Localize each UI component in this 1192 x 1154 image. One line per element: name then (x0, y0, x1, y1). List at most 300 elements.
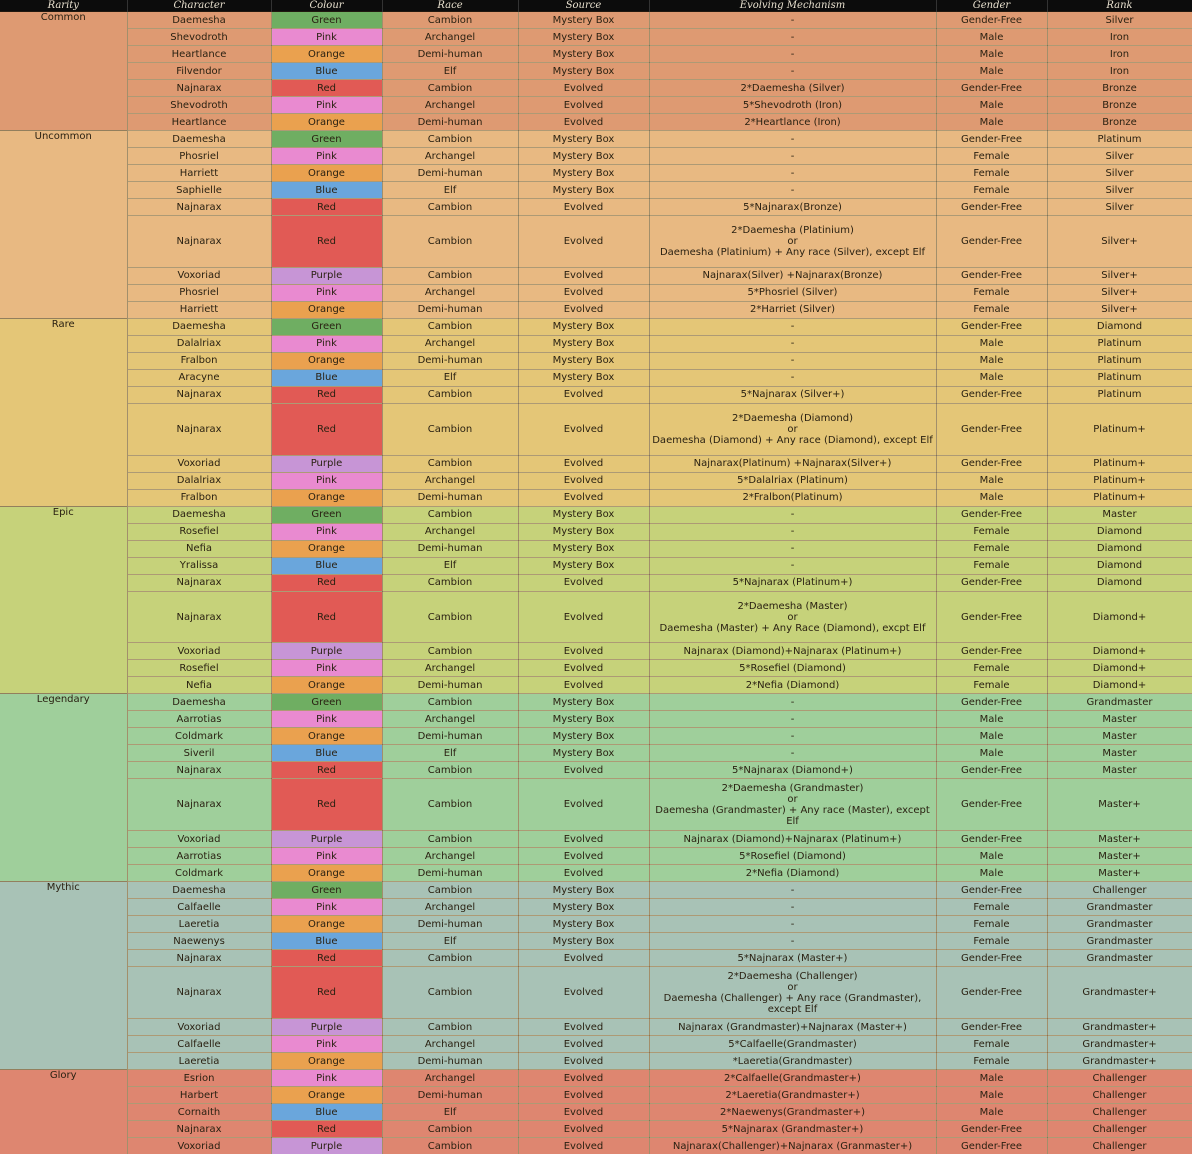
gender-cell: Gender-Free (936, 267, 1047, 284)
source-cell: Evolved (518, 97, 649, 114)
race-cell: Archangel (382, 335, 518, 352)
colour-cell: Red (271, 967, 382, 1019)
source-cell: Evolved (518, 865, 649, 882)
colour-cell: Pink (271, 472, 382, 489)
source-cell: Mystery Box (518, 745, 649, 762)
colour-cell: Orange (271, 301, 382, 318)
mechanism-line: Najnarax (Diamond)+Najnarax (Platinum+) (683, 645, 902, 657)
rarity-cell: Epic (0, 506, 127, 523)
rank-cell: Iron (1047, 63, 1192, 80)
character-cell: Rosefiel (127, 660, 271, 677)
rarity-cell (0, 1138, 127, 1154)
rank-cell: Platinum (1047, 352, 1192, 369)
race-cell: Cambion (382, 131, 518, 148)
table-row (0, 182, 1192, 199)
mechanism-line: 2*Daemesha (Grandmaster) (721, 782, 864, 794)
rarity-cell: Common (0, 12, 127, 29)
rank-cell: Master (1047, 762, 1192, 779)
mechanism-line: - (790, 167, 795, 179)
mechanism-cell (649, 523, 936, 540)
race-cell: Elf (382, 182, 518, 199)
mechanism-cell (649, 182, 936, 199)
colour-cell: Purple (271, 1138, 382, 1154)
rarity-cell (0, 148, 127, 165)
colour-cell: Red (271, 80, 382, 97)
table-row (0, 267, 1192, 284)
table-row (0, 523, 1192, 540)
mechanism-line: 5*Najnarax (Grandmaster+) (721, 1123, 864, 1135)
source-cell: Mystery Box (518, 728, 649, 745)
table-body (0, 12, 1192, 1154)
gender-cell: Female (936, 523, 1047, 540)
table-row (0, 762, 1192, 779)
character-cell: Laeretia (127, 916, 271, 933)
gender-cell: Female (936, 557, 1047, 574)
source-cell: Evolved (518, 1070, 649, 1087)
table-row (0, 455, 1192, 472)
rank-cell: Challenger (1047, 1138, 1192, 1154)
rank-cell: Platinum+ (1047, 489, 1192, 506)
mechanism-line: - (790, 713, 795, 725)
gender-cell: Male (936, 728, 1047, 745)
source-cell: Evolved (518, 267, 649, 284)
rank-cell: Platinum+ (1047, 403, 1192, 455)
mechanism-line: 2*Daemesha (Silver) (740, 82, 845, 94)
race-cell: Archangel (382, 711, 518, 728)
header-race[interactable]: Race (382, 0, 518, 12)
source-cell: Evolved (518, 403, 649, 455)
mechanism-cell (649, 950, 936, 967)
mechanism-cell (649, 557, 936, 574)
table-row (0, 97, 1192, 114)
mechanism-line: - (790, 730, 795, 742)
source-cell: Mystery Box (518, 557, 649, 574)
mechanism-line: 5*Shevodroth (Iron) (742, 99, 843, 111)
character-cell: Voxoriad (127, 267, 271, 284)
rank-cell: Challenger (1047, 1121, 1192, 1138)
race-cell: Cambion (382, 216, 518, 268)
table-row (0, 165, 1192, 182)
mechanism-line: 2*Nefia (Diamond) (745, 867, 840, 879)
colour-cell: Blue (271, 557, 382, 574)
rarity-cell (0, 643, 127, 660)
character-cell: Laeretia (127, 1053, 271, 1070)
mechanism-line: 5*Phosriel (Silver) (747, 287, 838, 299)
mechanism-line: or (787, 235, 798, 247)
mechanism-cell (649, 865, 936, 882)
colour-cell: Blue (271, 933, 382, 950)
race-cell: Cambion (382, 267, 518, 284)
source-cell: Mystery Box (518, 165, 649, 182)
gender-cell: Female (936, 660, 1047, 677)
table-row (0, 301, 1192, 318)
character-cell: Voxoriad (127, 455, 271, 472)
table-row (0, 1070, 1192, 1087)
table-row (0, 489, 1192, 506)
rank-cell: Platinum (1047, 131, 1192, 148)
rank-cell: Bronze (1047, 114, 1192, 131)
race-cell: Archangel (382, 523, 518, 540)
race-cell: Archangel (382, 660, 518, 677)
character-cell: Calfaelle (127, 1036, 271, 1053)
table-row (0, 131, 1192, 148)
race-cell: Demi-human (382, 489, 518, 506)
source-cell: Mystery Box (518, 46, 649, 63)
gender-cell: Gender-Free (936, 967, 1047, 1019)
rarity-cell (0, 967, 127, 1019)
header-character[interactable]: Character (127, 0, 271, 12)
race-cell: Archangel (382, 29, 518, 46)
rank-cell: Silver (1047, 199, 1192, 216)
mechanism-line: 5*Najnarax(Bronze) (743, 201, 842, 213)
gender-cell: Male (936, 46, 1047, 63)
source-cell: Evolved (518, 677, 649, 694)
rarity-cell (0, 199, 127, 216)
rank-cell: Platinum (1047, 335, 1192, 352)
mechanism-cell (649, 63, 936, 80)
source-cell: Evolved (518, 489, 649, 506)
colour-cell: Purple (271, 643, 382, 660)
rarity-cell (0, 97, 127, 114)
rarity-cell (0, 1087, 127, 1104)
source-cell: Evolved (518, 591, 649, 643)
header-source[interactable]: Source (518, 0, 649, 12)
race-cell: Cambion (382, 1138, 518, 1154)
character-cell: Harriett (127, 165, 271, 182)
source-cell: Mystery Box (518, 882, 649, 899)
rarity-cell (0, 660, 127, 677)
colour-cell: Pink (271, 711, 382, 728)
race-cell: Demi-human (382, 865, 518, 882)
source-cell: Evolved (518, 643, 649, 660)
source-cell: Evolved (518, 1104, 649, 1121)
rank-cell: Iron (1047, 29, 1192, 46)
rarity-cell (0, 80, 127, 97)
rarity-cell: Glory (0, 1070, 127, 1087)
source-cell: Evolved (518, 216, 649, 268)
table-row (0, 916, 1192, 933)
mechanism-line: 5*Dalalriax (Platinum) (737, 475, 848, 487)
mechanism-line: - (790, 355, 795, 367)
table-row (0, 472, 1192, 489)
mechanism-cell (649, 899, 936, 916)
mechanism-cell (649, 301, 936, 318)
source-cell: Evolved (518, 762, 649, 779)
mechanism-line: 2*Heartlance (Iron) (744, 116, 841, 128)
source-cell: Mystery Box (518, 63, 649, 80)
mechanism-cell (649, 660, 936, 677)
rarity-cell (0, 386, 127, 403)
gender-cell: Gender-Free (936, 574, 1047, 591)
rarity-cell (0, 1036, 127, 1053)
character-cell: Daemesha (127, 12, 271, 29)
gender-cell: Female (936, 677, 1047, 694)
character-cell: Aarrotias (127, 848, 271, 865)
mechanism-line: 2*Laeretia(Grandmaster+) (725, 1089, 860, 1101)
mechanism-cell (649, 1070, 936, 1087)
table-row (0, 284, 1192, 301)
race-cell: Archangel (382, 148, 518, 165)
source-cell: Evolved (518, 1138, 649, 1154)
source-cell: Mystery Box (518, 148, 649, 165)
colour-cell: Orange (271, 728, 382, 745)
colour-cell: Orange (271, 865, 382, 882)
mechanism-line: - (790, 372, 795, 384)
race-cell: Cambion (382, 779, 518, 831)
colour-cell: Blue (271, 1104, 382, 1121)
mechanism-line: - (790, 747, 795, 759)
mechanism-line: 2*Naewenys(Grandmaster+) (719, 1106, 866, 1118)
gender-cell: Male (936, 711, 1047, 728)
table-row (0, 46, 1192, 63)
mechanism-line: - (790, 526, 795, 538)
mechanism-cell (649, 1036, 936, 1053)
source-cell: Evolved (518, 1053, 649, 1070)
mechanism-line: 2*Fralbon(Platinum) (742, 492, 843, 504)
mechanism-cell (649, 933, 936, 950)
mechanism-cell (649, 97, 936, 114)
rarity-cell (0, 165, 127, 182)
mechanism-cell (649, 352, 936, 369)
table-row (0, 574, 1192, 591)
character-cell: Siveril (127, 745, 271, 762)
gender-cell: Gender-Free (936, 831, 1047, 848)
mechanism-cell (649, 148, 936, 165)
rank-cell: Master+ (1047, 831, 1192, 848)
mechanism-line: Najnarax (Grandmaster)+Najnarax (Master+) (678, 1021, 907, 1033)
source-cell: Evolved (518, 386, 649, 403)
gender-cell: Gender-Free (936, 882, 1047, 899)
mechanism-cell (649, 131, 936, 148)
character-cell: Shevodroth (127, 29, 271, 46)
rarity-cell (0, 916, 127, 933)
gender-cell: Female (936, 148, 1047, 165)
source-cell: Mystery Box (518, 694, 649, 711)
character-cell: Fralbon (127, 352, 271, 369)
rank-cell: Silver (1047, 182, 1192, 199)
source-cell: Evolved (518, 1036, 649, 1053)
race-cell: Cambion (382, 643, 518, 660)
colour-cell: Blue (271, 182, 382, 199)
rank-cell: Master+ (1047, 865, 1192, 882)
colour-cell: Pink (271, 284, 382, 301)
race-cell: Archangel (382, 97, 518, 114)
mechanism-line: - (790, 133, 795, 145)
mechanism-line: - (790, 918, 795, 930)
mechanism-line: Daemesha (Platinium) + Any race (Silver), except Elf (659, 246, 926, 258)
mechanism-line: - (790, 935, 795, 947)
header-colour[interactable]: Colour (271, 0, 382, 12)
table-row (0, 643, 1192, 660)
gender-cell: Male (936, 63, 1047, 80)
character-cell: Voxoriad (127, 831, 271, 848)
mechanism-line: or (787, 981, 798, 993)
race-cell: Elf (382, 933, 518, 950)
header-rarity[interactable]: Rarity (0, 0, 127, 12)
rarity-cell: Uncommon (0, 131, 127, 148)
gender-cell: Male (936, 745, 1047, 762)
table-row (0, 80, 1192, 97)
mechanism-cell (649, 694, 936, 711)
mechanism-line: - (790, 338, 795, 350)
gender-cell: Gender-Free (936, 643, 1047, 660)
mechanism-cell (649, 1138, 936, 1154)
mechanism-cell (649, 591, 936, 643)
race-cell: Cambion (382, 762, 518, 779)
rank-cell: Bronze (1047, 80, 1192, 97)
rarity-cell (0, 745, 127, 762)
mechanism-line: Daemesha (Diamond) + Any race (Diamond), except Elf (652, 434, 933, 446)
source-cell: Evolved (518, 301, 649, 318)
rarity-cell (0, 933, 127, 950)
rank-cell: Silver (1047, 148, 1192, 165)
gender-cell: Gender-Free (936, 1138, 1047, 1154)
mechanism-cell (649, 114, 936, 131)
mechanism-line: or (787, 793, 798, 805)
mechanism-cell (649, 831, 936, 848)
rarity-cell (0, 455, 127, 472)
table-row (0, 114, 1192, 131)
gender-cell: Gender-Free (936, 506, 1047, 523)
mechanism-cell (649, 12, 936, 29)
character-cell: Rosefiel (127, 523, 271, 540)
rarity-cell: Legendary (0, 694, 127, 711)
header-rank[interactable]: Rank (1047, 0, 1192, 12)
rank-cell: Master (1047, 728, 1192, 745)
mechanism-cell (649, 318, 936, 335)
source-cell: Mystery Box (518, 933, 649, 950)
rank-cell: Silver+ (1047, 284, 1192, 301)
header-evolving-mechanism[interactable]: Evolving Mechanism (649, 0, 936, 12)
source-cell: Mystery Box (518, 182, 649, 199)
gender-cell: Gender-Free (936, 950, 1047, 967)
mechanism-line: Najnarax(Platinum) +Najnarax(Silver+) (693, 458, 892, 470)
source-cell: Evolved (518, 1121, 649, 1138)
table-row (0, 352, 1192, 369)
gender-cell: Female (936, 933, 1047, 950)
gender-cell: Male (936, 865, 1047, 882)
colour-cell: Purple (271, 455, 382, 472)
race-cell: Archangel (382, 1070, 518, 1087)
colour-cell: Red (271, 762, 382, 779)
mechanism-cell (649, 882, 936, 899)
character-cell: Shevodroth (127, 97, 271, 114)
gender-cell: Gender-Free (936, 1121, 1047, 1138)
character-cell: Yralissa (127, 557, 271, 574)
colour-cell: Blue (271, 63, 382, 80)
table-row (0, 318, 1192, 335)
gender-cell: Gender-Free (936, 403, 1047, 455)
source-cell: Evolved (518, 831, 649, 848)
mechanism-line: 5*Najnarax (Diamond+) (732, 764, 853, 776)
colour-cell: Orange (271, 46, 382, 63)
mechanism-cell (649, 762, 936, 779)
mechanism-cell (649, 1121, 936, 1138)
race-cell: Cambion (382, 591, 518, 643)
mechanism-cell (649, 46, 936, 63)
race-cell: Cambion (382, 967, 518, 1019)
mechanism-cell (649, 369, 936, 386)
rarity-cell (0, 63, 127, 80)
race-cell: Elf (382, 63, 518, 80)
race-cell: Cambion (382, 950, 518, 967)
character-cell: Najnarax (127, 762, 271, 779)
source-cell: Evolved (518, 1087, 649, 1104)
mechanism-cell (649, 745, 936, 762)
rarity-cell (0, 762, 127, 779)
mechanism-cell (649, 335, 936, 352)
table-row (0, 29, 1192, 46)
rank-cell: Diamond (1047, 574, 1192, 591)
gender-cell: Female (936, 899, 1047, 916)
rank-cell: Platinum+ (1047, 455, 1192, 472)
source-cell: Mystery Box (518, 318, 649, 335)
race-cell: Cambion (382, 506, 518, 523)
rank-cell: Master+ (1047, 779, 1192, 831)
gender-cell: Gender-Free (936, 12, 1047, 29)
character-cell: Cornaith (127, 1104, 271, 1121)
gender-cell: Gender-Free (936, 779, 1047, 831)
header-row (0, 0, 1192, 12)
colour-cell: Purple (271, 267, 382, 284)
source-cell: Evolved (518, 284, 649, 301)
mechanism-cell (649, 29, 936, 46)
race-cell: Cambion (382, 455, 518, 472)
rarity-cell: Mythic (0, 882, 127, 899)
colour-cell: Pink (271, 1036, 382, 1053)
race-cell: Cambion (382, 199, 518, 216)
rarity-cell (0, 352, 127, 369)
rank-cell: Platinum (1047, 369, 1192, 386)
rarity-cell (0, 489, 127, 506)
rarity-cell (0, 335, 127, 352)
race-cell: Cambion (382, 318, 518, 335)
header-gender[interactable]: Gender (936, 0, 1047, 12)
gender-cell: Gender-Free (936, 216, 1047, 268)
colour-cell: Green (271, 694, 382, 711)
colour-cell: Red (271, 779, 382, 831)
rank-cell: Diamond+ (1047, 591, 1192, 643)
race-cell: Cambion (382, 831, 518, 848)
mechanism-line: Daemesha (Master) + Any Race (Diamond), excpt Elf (659, 622, 926, 634)
rank-cell: Grandmaster (1047, 916, 1192, 933)
table-row (0, 199, 1192, 216)
table-row (0, 933, 1192, 950)
gender-cell: Gender-Free (936, 591, 1047, 643)
source-cell: Mystery Box (518, 335, 649, 352)
table-row (0, 711, 1192, 728)
rarity-cell (0, 46, 127, 63)
mechanism-cell (649, 779, 936, 831)
race-cell: Archangel (382, 1036, 518, 1053)
table-row (0, 403, 1192, 455)
gender-cell: Female (936, 182, 1047, 199)
gender-cell: Male (936, 114, 1047, 131)
mechanism-line: 5*Najnarax (Silver+) (740, 389, 845, 401)
character-cell: Heartlance (127, 46, 271, 63)
rarity-cell (0, 29, 127, 46)
race-cell: Elf (382, 557, 518, 574)
race-cell: Demi-human (382, 114, 518, 131)
mechanism-line: - (790, 150, 795, 162)
mechanism-cell (649, 80, 936, 97)
character-cell: Voxoriad (127, 1138, 271, 1154)
table-row (0, 882, 1192, 899)
colour-cell: Orange (271, 1053, 382, 1070)
race-cell: Demi-human (382, 728, 518, 745)
table-row (0, 950, 1192, 967)
mechanism-line: - (790, 560, 795, 572)
